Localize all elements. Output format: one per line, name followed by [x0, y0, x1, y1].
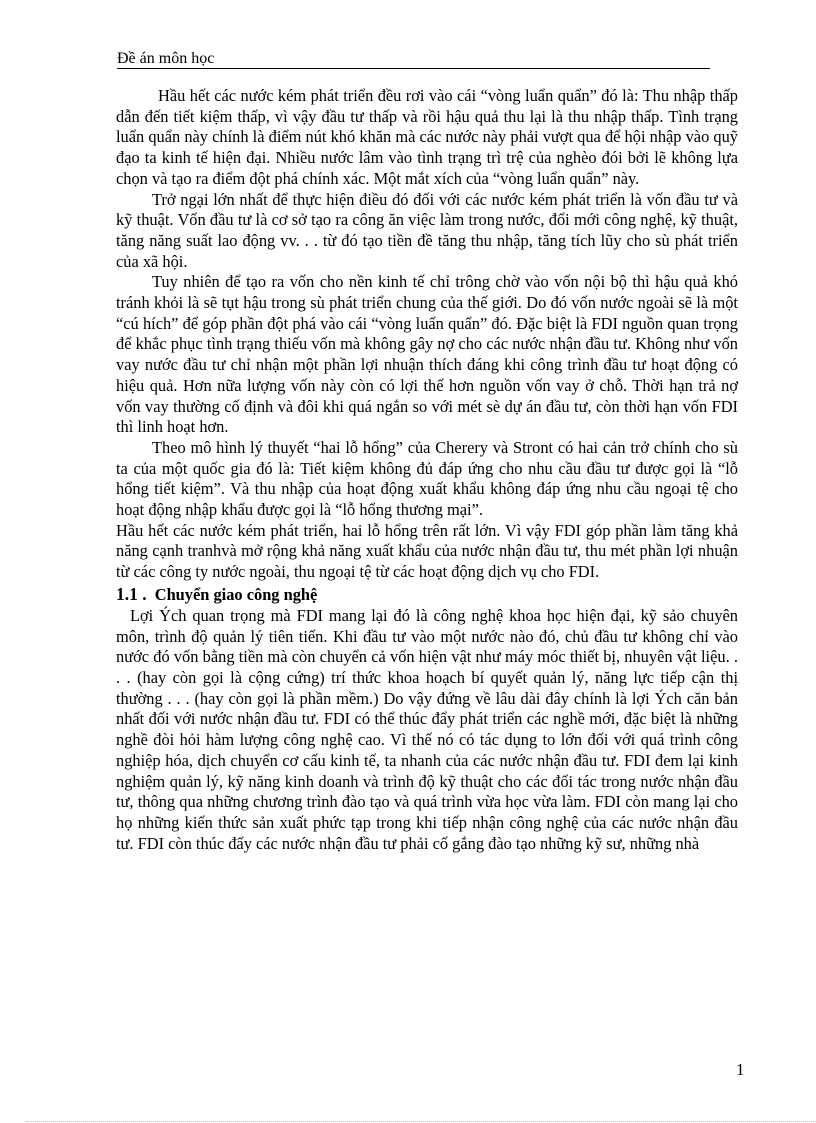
paragraph-vicious-circle: Hầu hết các nước kém phát triển đều rơi vào cái “vòng luẩn quẩn” đó là: Thu nhập thấp dẫn đến tiết kiệm thấp, vì vậy đầu tư thấp và rồi hậu quả thu lại là thu nhập thấp. Tình trạng luẩn quẩn này chính là điểm nút khó khăn mà các nước này phải vượt qua để hội nhập vào quỹ đạo ta kinh tế hiện đại. Nhiều nước lâm vào tình trạng trì trệ của nghèo đói bởi lẽ không lựa chọn và tạo ra điểm đột phá chính xác. Một mắt xích của “vòng luẩn quẩn” này.: [116, 86, 738, 188]
section-heading: [116, 583, 738, 606]
paragraph-gaps-conclusion: Hầu hết các nước kém phát triển, hai lỗ hổng trên rất lớn. Vì vậy FDI góp phần làm tăng khả năng cạnh tranhvà mở rộng khả năng xuất khẩu của nước nhận đầu tư, thu mét phần lợi nhuận từ các công ty nước ngoài, thu ngoại tệ từ các hoạt động dịch vụ cho FDI.: [116, 520, 738, 582]
document-body: [116, 86, 738, 854]
section-title: Chuyển giao công nghệ: [154, 584, 318, 604]
paragraph-foreign-capital: Tuy nhiên để tạo ra vốn cho nền kinh tế chỉ trông chờ vào vốn nội bộ thì hậu quả khó tránh khỏi là sẽ tụt hậu trong sù phát triển chung của thế giới. Do đó vốn nước ngoài sẽ là một “cú hích” để góp phần đột phá vào cái “vòng luẩn quẩn” đó. Đặc biệt là FDI nguồn quan trọng để khắc phục tình trạng thiếu vốn mà không gây nợ cho các nước nhận đầu tư. Không như vốn vay nước đầu tư chỉ nhận một phần lợi nhuận thích đáng khi công trình đầu tư hoạt động có hiệu quả. Hơn nữa lượng vốn này còn có lợi thế hơn nguồn vốn vay ở chỗ. Thời hạn trả nợ vốn vay thường cố định và đôi khi quá ngắn so với mét sè dự án đầu tư, còn thời hạn vốn FDI thì linh hoạt hơn.: [116, 272, 738, 437]
paragraph-two-gaps-model: Theo mô hình lý thuyết “hai lỗ hổng” của Cherery và Stront có hai cản trở chính cho sù ta của một quốc gia đó là: Tiết kiệm không đủ đáp ứng cho nhu cầu đầu tư được gọi là “lỗ hổng tiết kiệm”. Và thu nhập của hoạt động xuất khẩu không đáp ứng nhu cầu ngoại tệ cho hoạt động nhập khẩu được gọi là “lỗ hổng thương mại”.: [116, 437, 738, 520]
page-number: 1: [736, 1060, 745, 1079]
section-number: 1.1 .: [116, 583, 147, 604]
page-header: Đề án môn học: [117, 49, 710, 69]
paragraph-technology-transfer: Lợi Ých quan trọng mà FDI mang lại đó là công nghệ khoa học hiện đại, kỹ sảo chuyên môn, trình độ quản lý tiên tiến. Khi đầu tư vào một nước nào đó, chủ đầu tư không chỉ vào nước đó vốn bằng tiền mà còn chuyển cả vốn hiện vật như máy móc thiết bị, nhuyên vật liệu. . . . (hay còn gọi là cộng cứng) trí thức khoa hoạch bí quyết quản lý, năng lực tiếp cận thị thường . . . (hay còn gọi là phần mềm.) Do vậy đứng về lâu dài đây chính là lợi Ých căn bản nhất đối với nước nhận đầu tư. FDI có thể thúc đẩy phát triển các nghề mới, đặc biệt là những nghề đòi hỏi hàm lượng công nghệ cao. Vì thế nó có tác dụng to lớn đối với quá trình công nghiệp hóa, dịch chuyển cơ cấu kinh tế, ta nhanh của các nước nhận đầu tư. FDI đem lại kinh nghiệm quản lý, kỹ năng kinh doanh và trình độ kỹ thuật cho các đối tác trong nước nhận đầu tư, thông qua những chương trình đào tạo và quá trình vừa học vừa làm. FDI còn mang lại cho họ những kiến thức sản xuất phức tạp trong khi tiếp nhận công nghệ của các nước nhận đầu tư. FDI còn thúc đẩy các nước nhận đầu tư phải cố gắng đào tạo những kỹ sư, những nhà: [116, 605, 738, 853]
paragraph-obstacles: Trở ngại lớn nhất để thực hiện điều đó đối với các nước kém phát triển là vốn đầu tư và kỹ thuật. Vốn đầu tư là cơ sở tạo ra công ăn việc làm trong nước, đổi mới công nghệ, kỹ thuật, tăng năng suất lao động vv. . . từ đó tạo tiền đề tăng thu nhập, tăng tích lũy cho sù phát triển của xã hội.: [116, 189, 738, 271]
page-bottom-divider: [26, 1121, 816, 1122]
